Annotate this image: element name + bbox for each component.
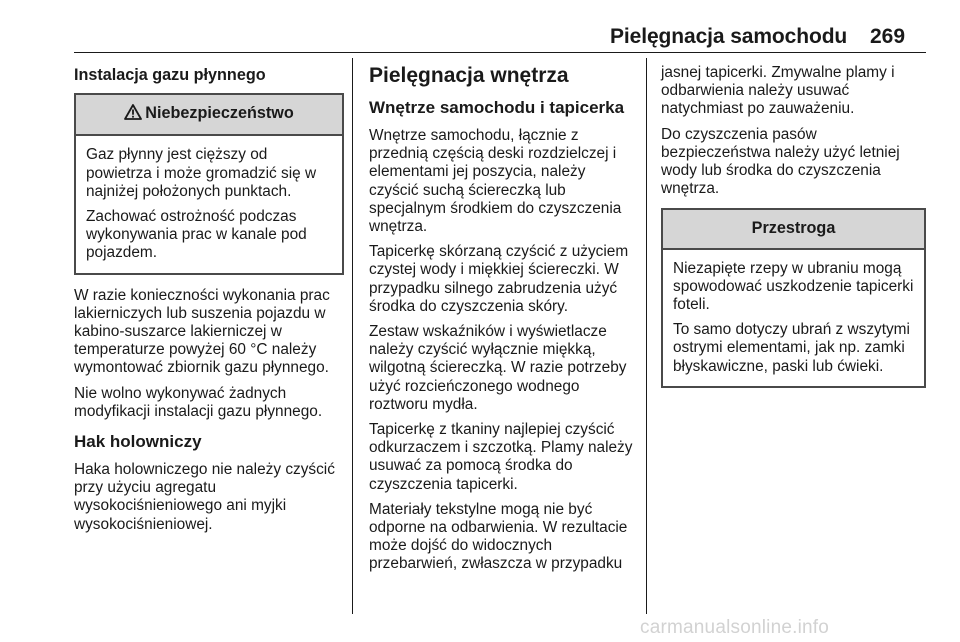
danger-box-header	[76, 95, 342, 136]
column-divider-2	[646, 58, 647, 614]
danger-paragraph: Gaz płynny jest cięższy od powietrza i może gromadzić się w najniżej położonych punktach.	[86, 146, 317, 200]
header-rule	[74, 52, 926, 53]
danger-paragraph: Zachować ostrożność podczas wykonywania prac w kanale pod pojazdem.	[86, 208, 307, 262]
section-heading-lpg: Instalacja gazu płynnego	[74, 66, 266, 84]
page-header-title: Pielęgnacja samochodu	[610, 25, 848, 48]
danger-box	[74, 93, 344, 274]
caution-box	[661, 208, 926, 387]
caution-box-header	[663, 210, 924, 249]
column-left	[74, 64, 344, 541]
body-paragraph: W razie konieczności wykonania prac lakierniczych lub suszenia pojazdu w kabino-suszarce lakierniczej w temperaturze powyżej 60 °C należy wymontować zbiornik gazu płynnego.	[74, 286, 330, 377]
body-paragraph: Tapicerkę z tkaniny najlepiej czyścić odkurzaczem i szczotką. Plamy należy usuwać za pomocą środka do czyszczenia tapicerki.	[369, 421, 633, 493]
danger-box-body	[76, 136, 342, 272]
caution-paragraph: Niezapięte rzepy w ubraniu mogą spowodować uszkodzenie tapicerki foteli.	[673, 259, 914, 314]
warning-triangle-icon	[124, 104, 142, 124]
column-right	[661, 64, 926, 400]
subheading-interior-upholstery: Wnętrze samochodu i tapicerka	[369, 98, 625, 117]
danger-box-title: Niebezpieczeństwo	[145, 104, 294, 123]
watermark: carmanualsonline.info	[640, 617, 830, 638]
column-divider-1	[352, 58, 353, 614]
body-paragraph: Nie wolno wykonywać żadnych modyfikacji instalacji gazu płynnego.	[74, 384, 323, 420]
caution-box-title: Przestroga	[751, 219, 836, 238]
section-heading-tow-hook: Hak holowniczy	[74, 432, 202, 452]
page-number: 269	[870, 25, 906, 48]
body-paragraph: Wnętrze samochodu, łącznie z przednią częścią deski rozdzielczej i elementami jej poszycia, należy czyścić suchą ściereczką lub specjalnym środkiem do czyszczenia wnętrza.	[369, 127, 622, 236]
body-paragraph: Do czyszczenia pasów bezpieczeństwa należy użyć letniej wody lub środka do czyszczenia wnętrza.	[661, 125, 900, 198]
body-paragraph: Zestaw wskaźników i wyświetlacze należy czyścić wyłącznie miękką, wilgotną ściereczką. W razie potrzeby użyć rozcieńczonego wodnego roztworu mydła.	[369, 323, 627, 413]
body-paragraph: Materiały tekstylne mogą nie być odporne na odbarwienia. W rezultacie może dojść do widocznych przebarwień, zwłaszcza w przypadku	[369, 500, 628, 573]
caution-box-body	[663, 250, 924, 386]
column-middle	[369, 64, 633, 581]
body-paragraph: Haka holowniczego nie należy czyścić przy użyciu agregatu wysokociśnieniowego ani myjki wysokociśnieniowej.	[74, 461, 335, 533]
body-paragraph: Tapicerkę skórzaną czyścić z użyciem czystej wody i miękkiej ściereczki. W przypadku silnego zabrudzenia użyć środka do czyszczenia skóry.	[369, 243, 629, 315]
caution-paragraph: To samo dotyczy ubrań z wszytymi ostrymi elementami, jak np. zamki błyskawiczne, paski lub ćwieki.	[673, 321, 910, 375]
body-paragraph: jasnej tapicerki. Zmywalne plamy i odbarwienia należy usuwać natychmiast po zauważeniu.	[661, 64, 895, 118]
section-heading-interior-care: Pielęgnacja wnętrza	[369, 64, 569, 87]
